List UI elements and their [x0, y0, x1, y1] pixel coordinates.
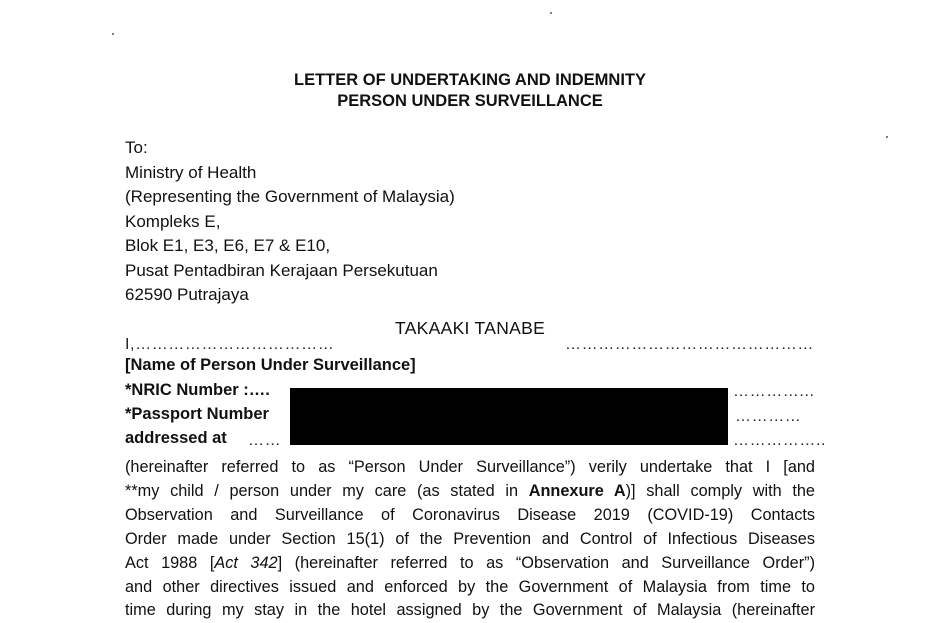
address-dots-right: …………….. [733, 432, 827, 449]
scan-speck [550, 12, 552, 14]
body-line-4: Order made under Section 15(1) of the Prevention and Control of Infectious Diseases [125, 529, 815, 548]
name-prefix: I,……………………………… [125, 336, 335, 353]
body-line-2-c: )] shall comply with the [625, 481, 815, 500]
body-line-5-a: Act 1988 [ [125, 553, 215, 572]
body-line-2-a: **my child / person under my care (as stated in [125, 481, 529, 500]
title-line-1: LETTER OF UNDERTAKING AND INDEMNITY [294, 71, 646, 89]
act-reference: Act 342 [214, 553, 278, 572]
redaction-block [290, 388, 728, 445]
body-line-3: Observation and Surveillance of Coronavirus Disease 2019 (COVID-19) Contacts [125, 505, 815, 524]
address-line-2: (Representing the Government of Malaysia) [125, 187, 455, 206]
person-name-value: TAKAAKI TANABE [395, 318, 546, 338]
annexure-a-ref: Annexure A [528, 481, 626, 500]
address-line-1: Ministry of Health [125, 162, 257, 182]
title-line-2: PERSON UNDER SURVEILLANCE [337, 92, 603, 110]
scan-speck [112, 33, 114, 35]
passport-label: *Passport Number [125, 405, 269, 423]
nric-dots-right: …………... [733, 383, 815, 400]
body-line-6: and other directives issued and enforced by the Government of Malaysia from time to [125, 577, 815, 596]
body-line-7: time during my stay in the hotel assigned by the Government of Malaysia (hereinafter [125, 601, 815, 620]
passport-dots-right: ………… [735, 408, 802, 425]
address-line-6: 62590 Putrajaya [125, 285, 249, 304]
address-dots-left: …… [248, 432, 282, 449]
address-line-5: Pusat Pentadbiran Kerajaan Persekutuan [125, 260, 438, 280]
undertaking-paragraph [125, 456, 815, 623]
address-line-4: Blok E1, E3, E6, E7 & E10, [125, 236, 331, 255]
name-dots-right: ……………………………………… [565, 336, 814, 353]
nric-label: *NRIC Number :…. [125, 381, 270, 399]
body-line-1: (hereinafter referred to as “Person Under Surveillance”) verily undertake that I [and [125, 458, 815, 476]
body-line-2 [125, 480, 815, 504]
address-label: addressed at [125, 429, 227, 447]
address-to: To: [125, 138, 148, 157]
recipient-address [125, 136, 455, 308]
body-line-5 [125, 552, 815, 576]
scan-speck [886, 136, 888, 138]
address-line-3: Kompleks E, [125, 211, 221, 231]
body-line-5-c: ] (hereinafter referred to as “Observation and Surveillance Order”) [277, 553, 815, 572]
name-label: [Name of Person Under Surveillance] [125, 356, 416, 374]
